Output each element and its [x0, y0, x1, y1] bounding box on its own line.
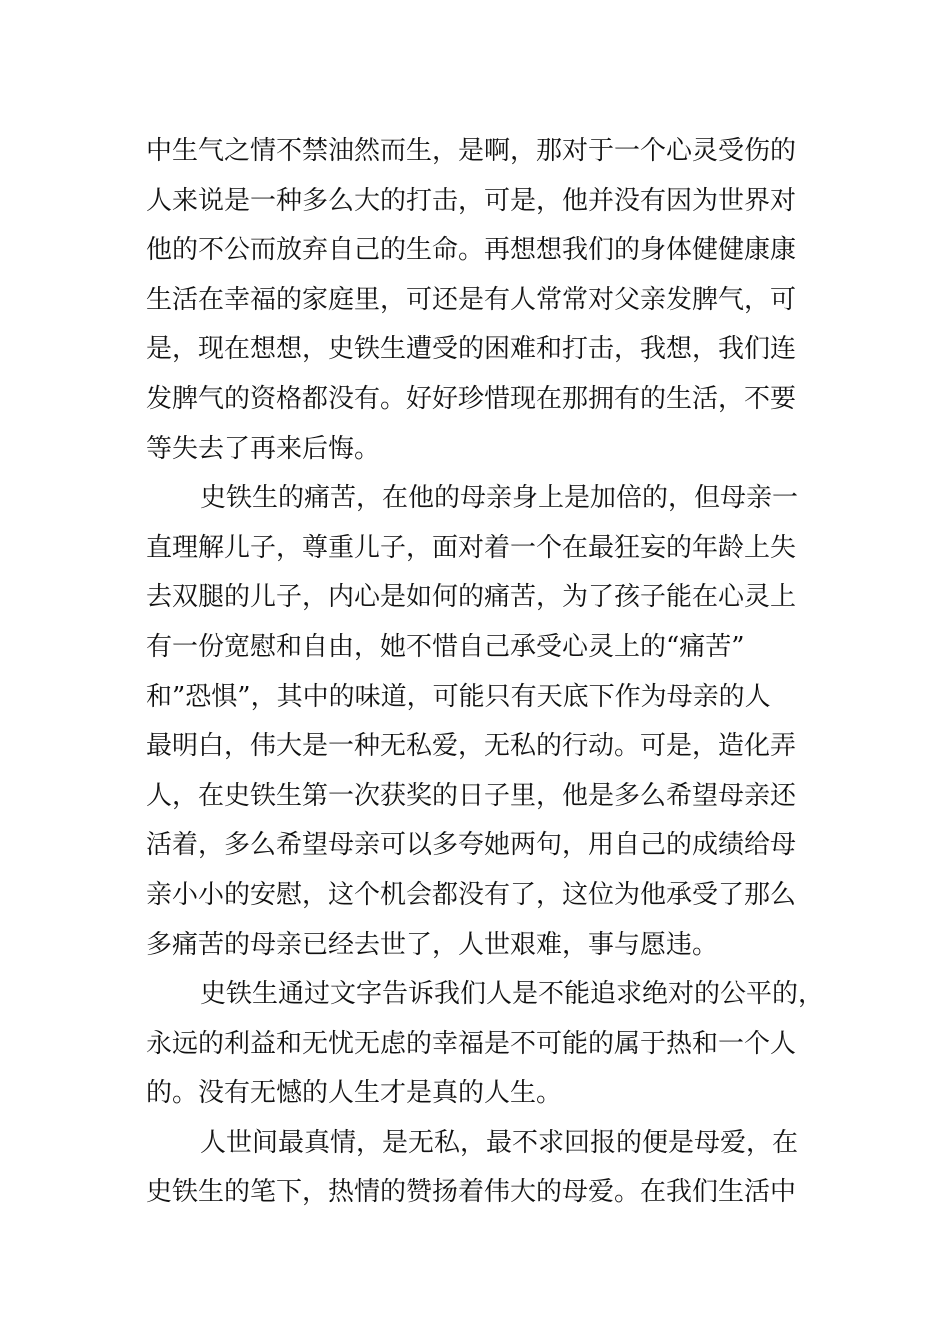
text-line: 发脾气的资格都没有。好好珍惜现在那拥有的生活，不要: [146, 383, 797, 414]
text-line: 最明白，伟大是一种无私爱，无私的行动。可是，造化弄: [146, 731, 797, 762]
paragraph-start-line: 史铁生通过文字告诉我们人是不能追求绝对的公平的，: [200, 979, 825, 1010]
text-line: 生活在幸福的家庭里，可还是有人常常对父亲发脾气，可: [146, 284, 797, 315]
text-line: 亲小小的安慰，这个机会都没有了，这位为他承受了那么: [146, 879, 797, 910]
text-line: 中生气之情不禁油然而生，是啊，那对于一个心灵受伤的: [146, 136, 797, 166]
text-line: 人，在史铁生第一次获奖的日子里，他是多么希望母亲还: [146, 780, 797, 811]
text-line: 他的不公而放弃自己的生命。再想想我们的身体健健康康: [146, 235, 797, 266]
text-line: 和”恐惧”，其中的味道，可能只有天底下作为母亲的人: [146, 681, 771, 712]
text-line: 活着，多么希望母亲可以多夸她两句，用自己的成绩给母: [146, 830, 797, 861]
text-line: 史铁生的笔下，热情的赞扬着伟大的母爱。在我们生活中: [146, 1177, 797, 1208]
body-text: [146, 127, 825, 1218]
paragraph-start-line: 人世间最真情，是无私，最不求回报的便是母爱，在: [200, 1127, 799, 1158]
text-line: 去双腿的儿子，内心是如何的痛苦，为了孩子能在心灵上: [146, 582, 797, 613]
text-line: 是，现在想想，史铁生遭受的困难和打击，我想，我们连: [146, 334, 797, 365]
paragraph-start-line: 史铁生的痛苦，在他的母亲身上是加倍的，但母亲一: [200, 483, 799, 514]
text-line: 等失去了再来后悔。: [146, 433, 381, 464]
text-line: 的。没有无憾的人生才是真的人生。: [146, 1078, 563, 1109]
text-line: 有一份宽慰和自由，她不惜自己承受心灵上的“痛苦”: [146, 631, 745, 662]
text-line: 人来说是一种多么大的打击，可是，他并没有因为世界对: [146, 185, 797, 216]
text-line: 多痛苦的母亲已经去世了，人世艰难，事与愿违。: [146, 929, 719, 960]
text-line: 直理解儿子，尊重儿子，面对着一个在最狂妄的年龄上失: [146, 532, 797, 563]
text-line: 永远的利益和无忧无虑的幸福是不可能的属于热和一个人: [146, 1028, 797, 1059]
